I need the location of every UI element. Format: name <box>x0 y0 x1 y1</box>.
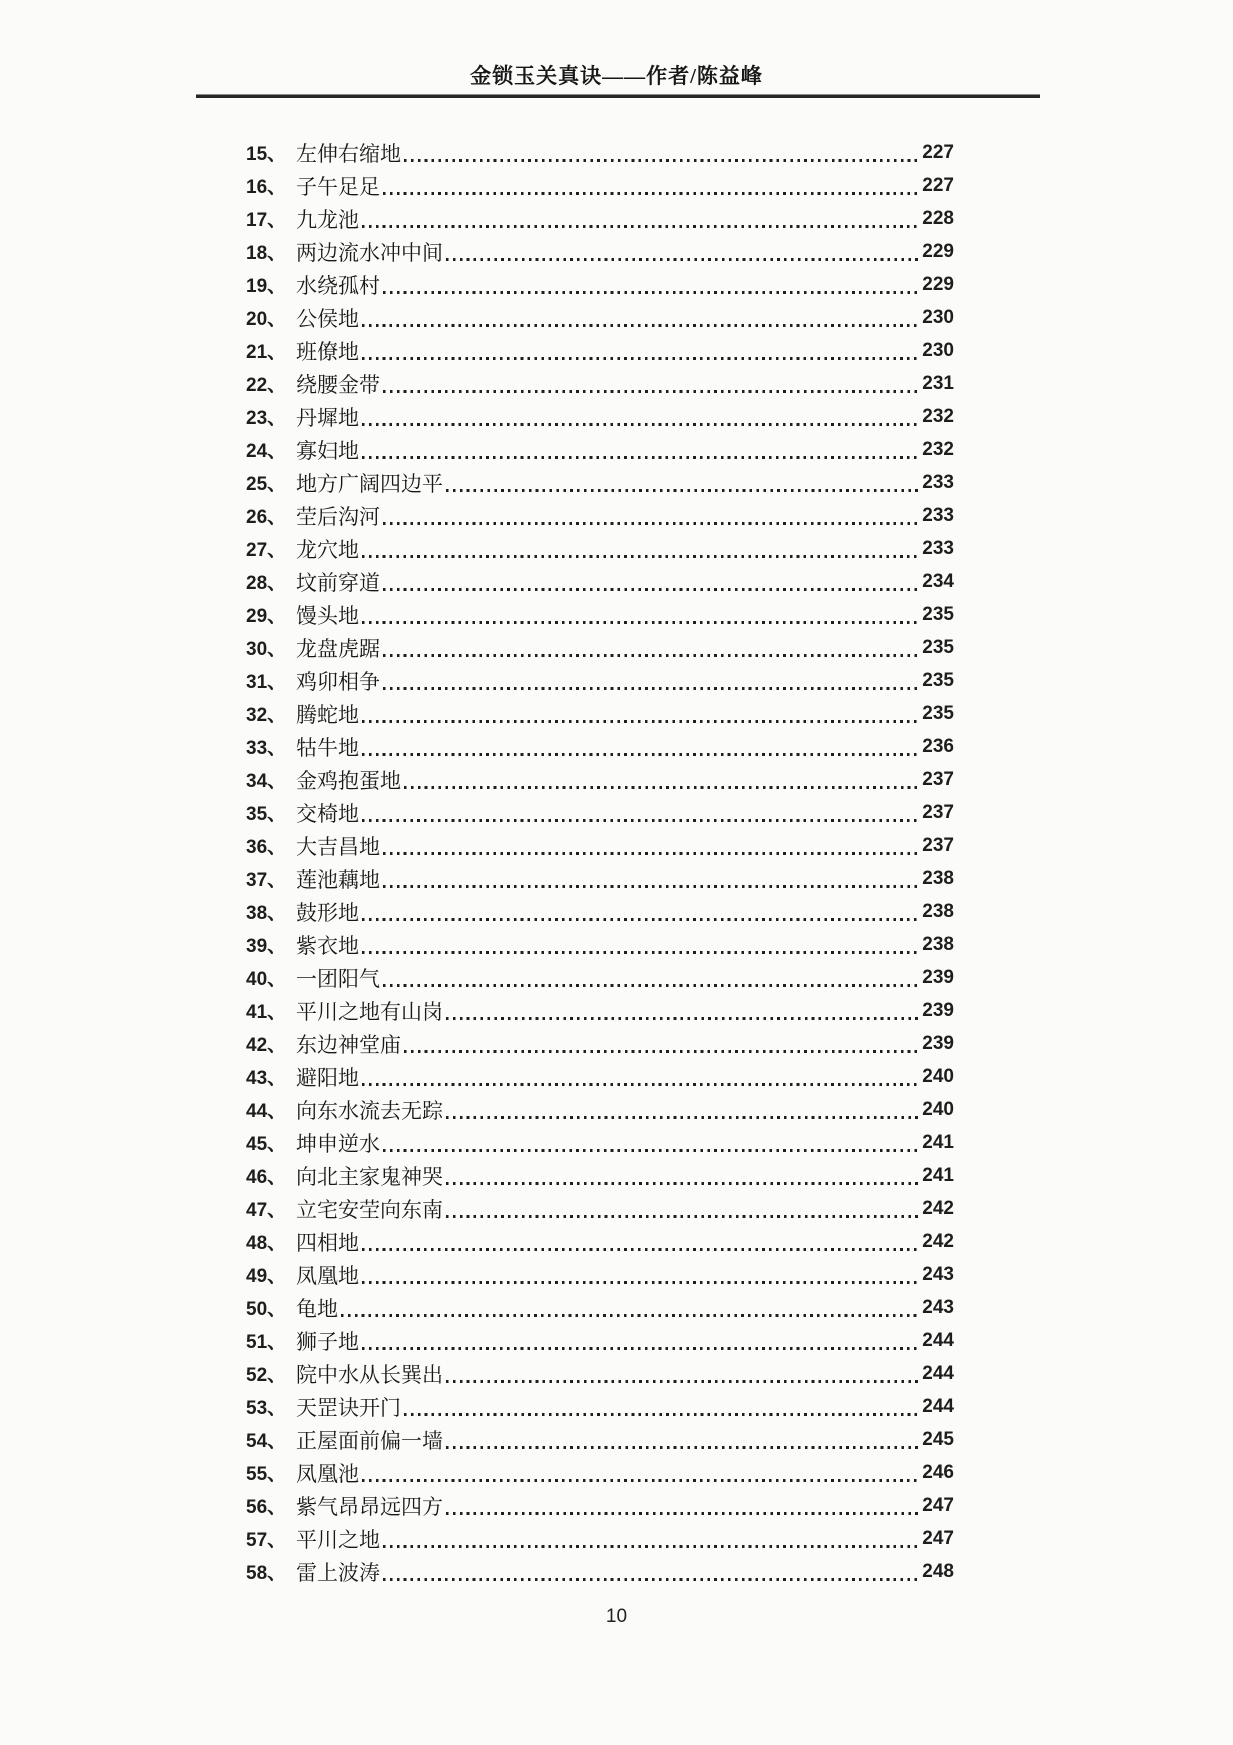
dot-leader <box>362 1281 919 1284</box>
dot-leader <box>362 819 919 822</box>
toc-entry-number: 39、 <box>246 936 287 957</box>
toc-entry-number: 26、 <box>246 507 287 528</box>
toc-entry-page: 235 <box>922 603 954 625</box>
toc-entry-page: 248 <box>922 1560 954 1582</box>
dot-leader <box>362 951 919 954</box>
dot-leader <box>383 885 919 888</box>
dot-leader <box>404 786 919 789</box>
toc-entry-page: 242 <box>922 1197 954 1219</box>
toc-entry-number: 19、 <box>246 276 287 297</box>
toc-entry-title: 凤凰池 <box>296 1461 359 1486</box>
dot-leader <box>362 1347 919 1350</box>
dot-leader <box>404 1050 919 1053</box>
toc-entry <box>246 1225 954 1258</box>
toc-entry <box>246 1423 954 1456</box>
toc-entry-page: 236 <box>922 735 954 757</box>
dot-leader <box>383 852 919 855</box>
toc-entry <box>246 400 954 433</box>
toc-entry-title: 平川之地有山岗 <box>296 999 443 1024</box>
toc-entry <box>246 1258 954 1291</box>
toc-entry-page: 239 <box>922 999 954 1021</box>
toc-entry-number: 31、 <box>246 672 287 693</box>
toc-entry-number: 23、 <box>246 408 287 429</box>
toc-entry-title: 狮子地 <box>296 1329 359 1354</box>
toc-entry-title: 立宅安茔向东南 <box>296 1197 443 1222</box>
toc-entry-number: 28、 <box>246 573 287 594</box>
toc-entry-page: 230 <box>922 339 954 361</box>
dot-leader <box>446 1182 919 1185</box>
dot-leader <box>446 1446 919 1449</box>
toc-entry-number: 50、 <box>246 1299 287 1320</box>
toc-entry-title: 九龙池 <box>296 207 359 232</box>
toc-entry-title: 龙穴地 <box>296 537 359 562</box>
toc-entry-title: 四相地 <box>296 1230 359 1255</box>
toc-entry <box>246 796 954 829</box>
toc-entry <box>246 136 954 169</box>
toc-entry-number: 29、 <box>246 606 287 627</box>
toc-entry-title: 牯牛地 <box>296 735 359 760</box>
toc-entry-number: 24、 <box>246 441 287 462</box>
toc-entry <box>246 466 954 499</box>
toc-entry-number: 53、 <box>246 1398 287 1419</box>
toc-entry <box>246 235 954 268</box>
toc-entry-title: 龙盘虎踞 <box>296 636 380 661</box>
toc-entry-number: 49、 <box>246 1266 287 1287</box>
dot-leader <box>446 1512 919 1515</box>
toc-entry-title: 坟前穿道 <box>296 570 380 595</box>
toc-entry <box>246 1357 954 1390</box>
toc-entry <box>246 268 954 301</box>
toc-entry-title: 水绕孤村 <box>296 273 380 298</box>
toc-entry-title: 紫衣地 <box>296 933 359 958</box>
toc-entry-page: 237 <box>922 801 954 823</box>
dot-leader <box>446 1017 919 1020</box>
dot-leader <box>341 1314 919 1317</box>
toc-entry-title: 地方广阔四边平 <box>296 471 443 496</box>
toc-entry-number: 20、 <box>246 309 287 330</box>
toc-entry-number: 56、 <box>246 1497 287 1518</box>
toc-entry <box>246 1159 954 1192</box>
toc-entry-number: 40、 <box>246 969 287 990</box>
toc-entry-title: 寡妇地 <box>296 438 359 463</box>
toc-entry-page: 238 <box>922 900 954 922</box>
toc-entry <box>246 730 954 763</box>
toc-entry <box>246 169 954 202</box>
toc-entry-page: 233 <box>922 537 954 559</box>
toc-entry-page: 244 <box>922 1395 954 1417</box>
toc-entry-page: 237 <box>922 834 954 856</box>
dot-leader <box>362 225 919 228</box>
toc-entry-title: 莲池藕地 <box>296 867 380 892</box>
dot-leader <box>383 192 919 195</box>
toc-entry-page: 237 <box>922 768 954 790</box>
dot-leader <box>383 984 919 987</box>
toc-entry <box>246 631 954 664</box>
toc-entry-number: 57、 <box>246 1530 287 1551</box>
toc-entry-title: 馒头地 <box>296 603 359 628</box>
toc-entry-title: 绕腰金带 <box>296 372 380 397</box>
toc-entry-page: 246 <box>922 1461 954 1483</box>
toc-entry <box>246 697 954 730</box>
toc-entry-number: 27、 <box>246 540 287 561</box>
toc-entry-number: 17、 <box>246 210 287 231</box>
toc-entry-page: 241 <box>922 1131 954 1153</box>
toc-entry-page: 239 <box>922 966 954 988</box>
toc-entry-number: 42、 <box>246 1035 287 1056</box>
dot-leader <box>383 1149 919 1152</box>
toc-entry-title: 大吉昌地 <box>296 834 380 859</box>
toc-entry-number: 47、 <box>246 1200 287 1221</box>
toc-entry-number: 55、 <box>246 1464 287 1485</box>
toc-entry-number: 45、 <box>246 1134 287 1155</box>
toc-entry <box>246 532 954 565</box>
toc-entry-page: 244 <box>922 1362 954 1384</box>
toc-entry-number: 16、 <box>246 177 287 198</box>
toc-entry <box>246 1456 954 1489</box>
dot-leader <box>362 1479 919 1482</box>
toc-entry-page: 229 <box>922 240 954 262</box>
dot-leader <box>362 324 919 327</box>
toc-entry-number: 54、 <box>246 1431 287 1452</box>
toc-entry-title: 腾蛇地 <box>296 702 359 727</box>
toc-entry-title: 平川之地 <box>296 1527 380 1552</box>
dot-leader <box>383 1545 919 1548</box>
toc-entry <box>246 1324 954 1357</box>
toc-entry-page: 235 <box>922 702 954 724</box>
toc-entry <box>246 1192 954 1225</box>
dot-leader <box>362 456 919 459</box>
toc-entry-title: 茔后沟河 <box>296 504 380 529</box>
toc-entry <box>246 664 954 697</box>
dot-leader <box>362 1083 919 1086</box>
toc-entry-number: 22、 <box>246 375 287 396</box>
toc-entry-number: 46、 <box>246 1167 287 1188</box>
dot-leader <box>383 654 919 657</box>
toc-entry-number: 41、 <box>246 1002 287 1023</box>
toc-entry-title: 鼓形地 <box>296 900 359 925</box>
toc-entry <box>246 961 954 994</box>
toc-entry-page: 234 <box>922 570 954 592</box>
toc-entry <box>246 895 954 928</box>
toc-entry-title: 龟地 <box>296 1296 338 1321</box>
toc-entry-page: 245 <box>922 1428 954 1450</box>
toc-entry-title: 院中水从长巽出 <box>296 1362 443 1387</box>
toc-entry-number: 30、 <box>246 639 287 660</box>
toc-entry <box>246 1291 954 1324</box>
toc-entry-page: 240 <box>922 1065 954 1087</box>
dot-leader <box>446 1215 919 1218</box>
toc-entry <box>246 202 954 235</box>
toc-entry-page: 227 <box>922 141 954 163</box>
toc-entry <box>246 301 954 334</box>
dot-leader <box>383 390 919 393</box>
toc-entry-page: 227 <box>922 174 954 196</box>
dot-leader <box>383 522 919 525</box>
toc-entry-page: 233 <box>922 504 954 526</box>
toc-entry-page: 243 <box>922 1263 954 1285</box>
dot-leader <box>362 555 919 558</box>
dot-leader <box>362 357 919 360</box>
toc-entry-page: 230 <box>922 306 954 328</box>
toc-entry-page: 228 <box>922 207 954 229</box>
toc-entry-number: 37、 <box>246 870 287 891</box>
toc-entry-page: 242 <box>922 1230 954 1252</box>
toc-entry <box>246 367 954 400</box>
toc-entry <box>246 1060 954 1093</box>
toc-entry-page: 235 <box>922 636 954 658</box>
dot-leader <box>362 720 919 723</box>
dot-leader <box>446 1116 919 1119</box>
dot-leader <box>362 918 919 921</box>
dot-leader <box>383 588 919 591</box>
dot-leader <box>362 423 919 426</box>
toc-entry-title: 天罡诀开门 <box>296 1395 401 1420</box>
toc-entry-page: 241 <box>922 1164 954 1186</box>
header-title: 金锁玉关真诀——作者/陈益峰 <box>470 64 763 88</box>
toc-entry-title: 公侯地 <box>296 306 359 331</box>
toc-entry-number: 52、 <box>246 1365 287 1386</box>
toc-entry <box>246 1093 954 1126</box>
toc-entry-page: 239 <box>922 1032 954 1054</box>
dot-leader <box>362 1248 919 1251</box>
toc-entry-page: 229 <box>922 273 954 295</box>
dot-leader <box>404 159 919 162</box>
toc-entry-title: 两边流水冲中间 <box>296 240 443 265</box>
toc-entry <box>246 1126 954 1159</box>
toc-entry-number: 58、 <box>246 1563 287 1584</box>
toc-entry <box>246 763 954 796</box>
toc-entry-title: 班僚地 <box>296 339 359 364</box>
toc-list <box>246 136 954 1588</box>
toc-entry-title: 左伸右缩地 <box>296 141 401 166</box>
dot-leader <box>383 291 919 294</box>
header-rule <box>196 94 1040 98</box>
toc-entry-number: 21、 <box>246 342 287 363</box>
toc-entry-page: 232 <box>922 405 954 427</box>
toc-entry-page: 240 <box>922 1098 954 1120</box>
toc-entry-number: 32、 <box>246 705 287 726</box>
toc-entry-number: 15、 <box>246 144 287 165</box>
toc-entry <box>246 565 954 598</box>
toc-entry-number: 33、 <box>246 738 287 759</box>
toc-entry <box>246 334 954 367</box>
toc-entry <box>246 862 954 895</box>
dot-leader <box>383 687 919 690</box>
toc-entry-page: 235 <box>922 669 954 691</box>
toc-entry-number: 36、 <box>246 837 287 858</box>
dot-leader <box>446 1380 919 1383</box>
toc-entry-page: 238 <box>922 867 954 889</box>
dot-leader <box>404 1413 919 1416</box>
toc-entry-title: 向北主家鬼神哭 <box>296 1164 443 1189</box>
toc-entry <box>246 1489 954 1522</box>
toc-entry <box>246 1027 954 1060</box>
toc-entry-title: 向东水流去无踪 <box>296 1098 443 1123</box>
toc-entry-title: 丹墀地 <box>296 405 359 430</box>
toc-entry-title: 避阳地 <box>296 1065 359 1090</box>
toc-entry-title: 东边神堂庙 <box>296 1032 401 1057</box>
dot-leader <box>446 258 919 261</box>
dot-leader <box>446 489 919 492</box>
toc-entry-title: 鸡卯相争 <box>296 669 380 694</box>
toc-entry-number: 35、 <box>246 804 287 825</box>
footer-page-number: 10 <box>605 1606 628 1627</box>
toc-entry-number: 44、 <box>246 1101 287 1122</box>
toc-entry <box>246 994 954 1027</box>
toc-entry <box>246 1390 954 1423</box>
toc-entry <box>246 1522 954 1555</box>
toc-entry-page: 243 <box>922 1296 954 1318</box>
toc-entry-number: 51、 <box>246 1332 287 1353</box>
toc-entry-page: 231 <box>922 372 954 394</box>
toc-entry-number: 34、 <box>246 771 287 792</box>
dot-leader <box>383 1578 919 1581</box>
toc-entry-title: 金鸡抱蛋地 <box>296 768 401 793</box>
toc-entry-page: 233 <box>922 471 954 493</box>
toc-entry-page: 232 <box>922 438 954 460</box>
toc-entry-number: 43、 <box>246 1068 287 1089</box>
toc-entry-title: 凤凰地 <box>296 1263 359 1288</box>
toc-entry-title: 坤申逆水 <box>296 1131 380 1156</box>
toc-entry-page: 244 <box>922 1329 954 1351</box>
toc-entry-number: 25、 <box>246 474 287 495</box>
toc-entry-number: 38、 <box>246 903 287 924</box>
toc-entry-title: 正屋面前偏一墙 <box>296 1428 443 1453</box>
toc-entry-title: 紫气昂昂远四方 <box>296 1494 443 1519</box>
toc-entry-title: 雷上波涛 <box>296 1560 380 1585</box>
toc-entry <box>246 433 954 466</box>
toc-entry-number: 18、 <box>246 243 287 264</box>
toc-entry <box>246 1555 954 1588</box>
toc-entry-title: 交椅地 <box>296 801 359 826</box>
dot-leader <box>362 753 919 756</box>
toc-entry-title: 一团阳气 <box>296 966 380 991</box>
toc-entry-number: 48、 <box>246 1233 287 1254</box>
toc-entry-page: 247 <box>922 1494 954 1516</box>
toc-entry-page: 247 <box>922 1527 954 1549</box>
toc-entry <box>246 928 954 961</box>
toc-entry <box>246 598 954 631</box>
toc-entry-title: 子午足足 <box>296 174 380 199</box>
dot-leader <box>362 621 919 624</box>
toc-entry <box>246 499 954 532</box>
toc-entry <box>246 829 954 862</box>
toc-entry-page: 238 <box>922 933 954 955</box>
